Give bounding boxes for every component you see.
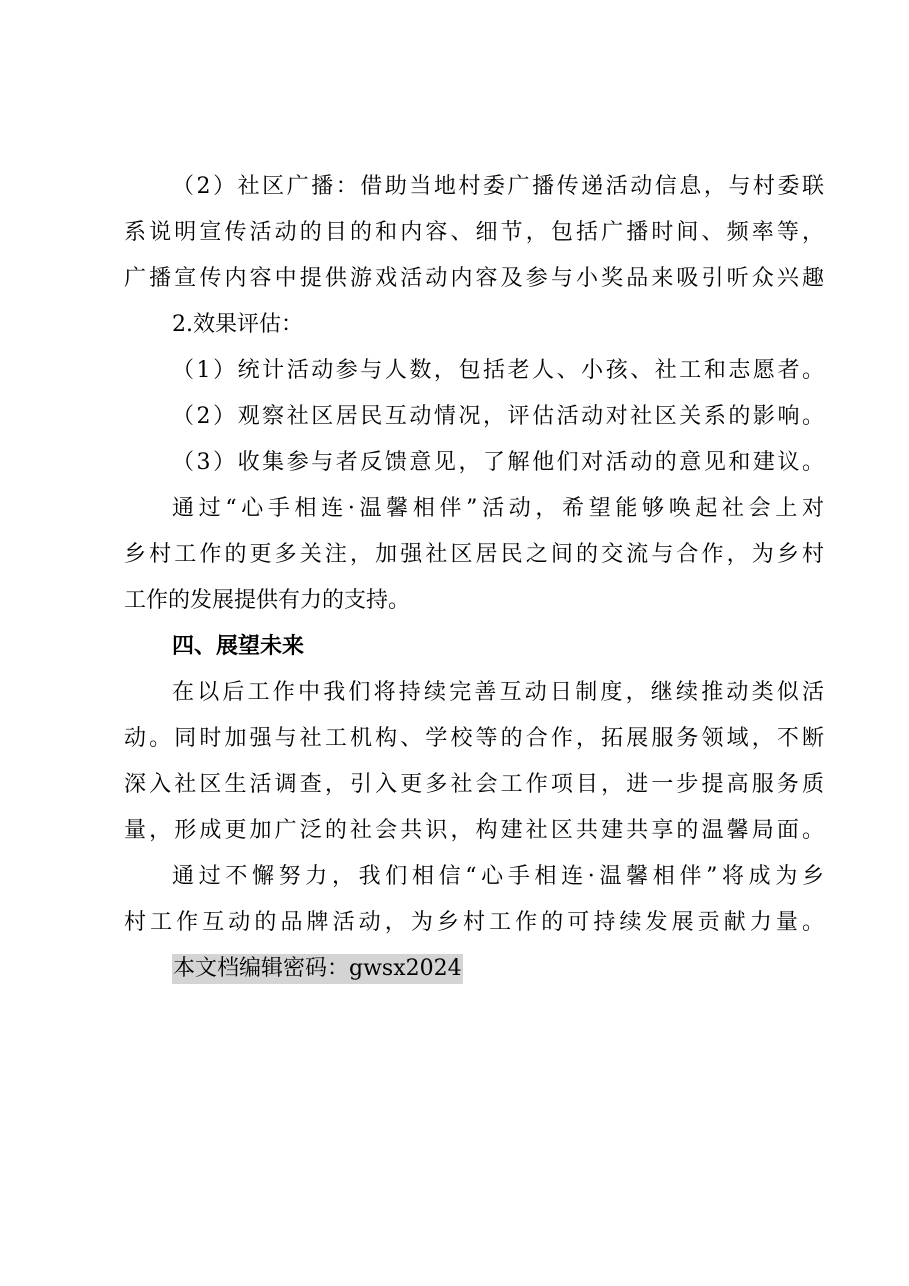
edit-password-note: 本文档编辑密码：gwsx2024 (172, 954, 463, 984)
paragraph-line: 村工作互动的品牌活动，为乡村工作的可持续发展贡献力量。 (124, 910, 824, 935)
list-item: （1）统计活动参与人数，包括老人、小孩、社工和志愿者。 (172, 358, 824, 383)
paragraph-line: 量，形成更加广泛的社会共识，构建社区共建共享的温馨局面。 (124, 818, 824, 843)
paragraph-line: 通过不懈努力，我们相信“心手相连·温馨相伴”将成为乡 (172, 864, 824, 889)
list-item: （3）收集参与者反馈意见，了解他们对活动的意见和建议。 (172, 450, 824, 475)
paragraph-line: （2）社区广播：借助当地村委广播传递活动信息，与村委联 (172, 174, 824, 199)
paragraph-line: 乡村工作的更多关注，加强社区居民之间的交流与合作，为乡村 (124, 542, 824, 567)
paragraph-line: 工作的发展提供有力的支持。 (124, 588, 411, 613)
list-item: （2）观察社区居民互动情况，评估活动对社区关系的影响。 (172, 404, 824, 429)
paragraph-line: 深入社区生活调查，引入更多社会工作项目，进一步提高服务质 (124, 772, 824, 797)
list-heading: 2.效果评估： (172, 312, 303, 337)
paragraph-line: 动。同时加强与社工机构、学校等的合作，拓展服务领域，不断 (124, 726, 824, 751)
paragraph-line: 系说明宣传活动的目的和内容、细节，包括广播时间、频率等， (124, 220, 824, 245)
section-heading: 四、展望未来 (172, 634, 305, 659)
paragraph-line: 在以后工作中我们将持续完善互动日制度，继续推动类似活 (172, 680, 824, 705)
paragraph-line: 通过“心手相连·温馨相伴”活动，希望能够唤起社会上对 (172, 496, 824, 521)
paragraph-line: 广播宣传内容中提供游戏活动内容及参与小奖品来吸引听众兴趣 (124, 266, 824, 291)
